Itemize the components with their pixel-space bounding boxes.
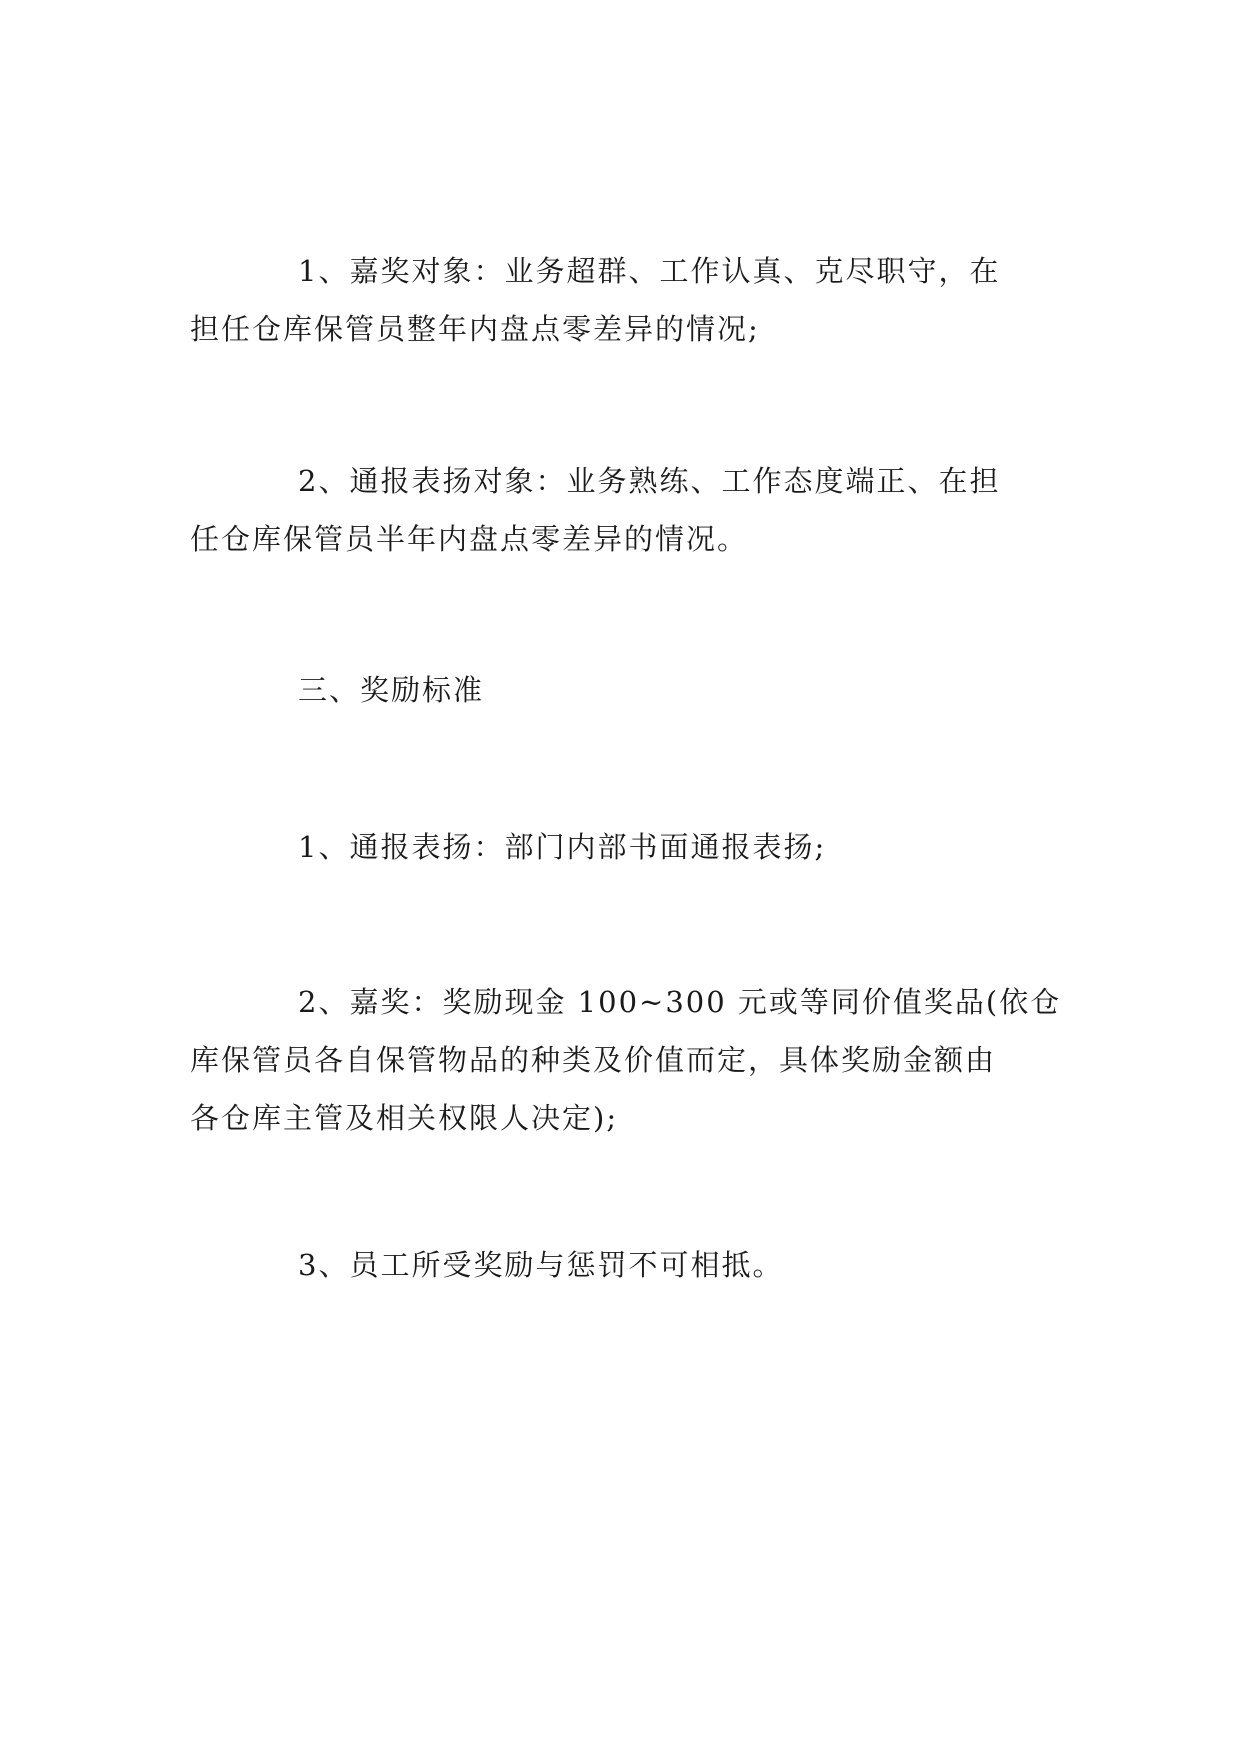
paragraph-line: 3、员工所受奖励与惩罚不可相抵。 bbox=[298, 1248, 784, 1282]
paragraph-praise-target bbox=[190, 452, 1050, 568]
paragraph-line: 库保管员各自保管物品的种类及价值而定，具体奖励金额由 bbox=[190, 1043, 997, 1077]
paragraph-no-offset-rule bbox=[190, 1236, 1050, 1294]
paragraph-praise-standard bbox=[190, 818, 1050, 876]
section-heading-reward-standard bbox=[190, 661, 1050, 719]
paragraph-line: 三、奖励标准 bbox=[298, 673, 485, 707]
paragraph-line: 2、通报表扬对象：业务熟练、工作态度端正、在担 bbox=[298, 464, 1001, 498]
paragraph-commendation-target bbox=[190, 242, 1050, 358]
paragraph-line: 1、通报表扬：部门内部书面通报表扬; bbox=[298, 830, 827, 864]
paragraph-line: 担任仓库保管员整年内盘点零差异的情况; bbox=[190, 312, 760, 346]
paragraph-line: 2、嘉奖：奖励现金 100~300 元或等同价值奖品(依仓 bbox=[298, 985, 1062, 1019]
paragraph-line: 任仓库保管员半年内盘点零差异的情况。 bbox=[190, 522, 749, 556]
paragraph-line: 各仓库主管及相关权限人决定); bbox=[190, 1101, 619, 1135]
paragraph-line: 1、嘉奖对象：业务超群、工作认真、克尽职守，在 bbox=[298, 254, 1001, 288]
paragraph-commendation-standard bbox=[190, 973, 1062, 1147]
